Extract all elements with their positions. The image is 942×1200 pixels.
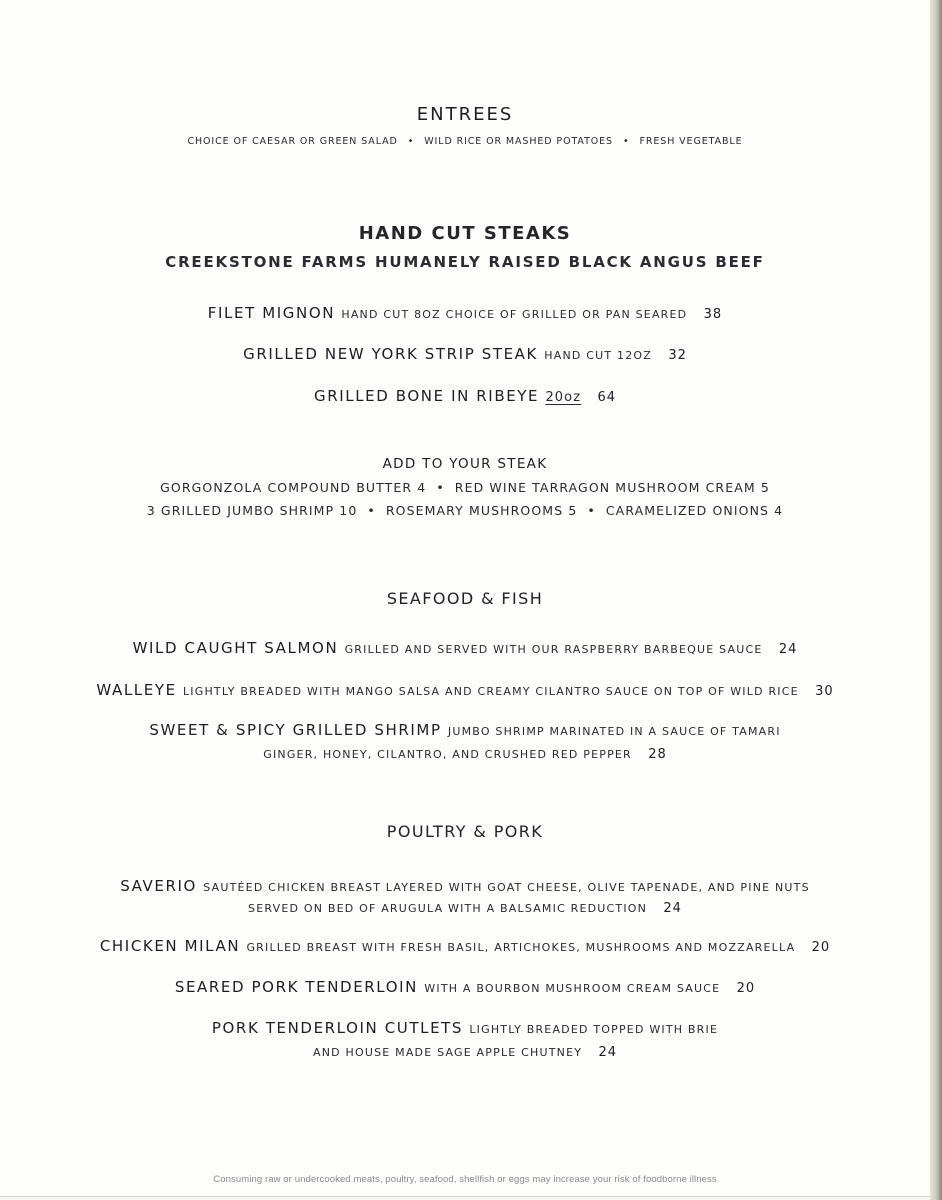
menu-item — [0, 1018, 930, 1037]
item-desc: AND HOUSE MADE SAGE APPLE CHUTNEY — [313, 1046, 583, 1059]
addon-label: GORGONZOLA COMPOUND BUTTER — [160, 480, 413, 495]
item-name: GRILLED BONE IN RIBEYE — [313, 387, 540, 405]
item-price: 64 — [597, 390, 617, 405]
entrees-sides — [0, 136, 930, 147]
item-price: 20 — [811, 940, 831, 955]
bullet-icon: • — [436, 480, 445, 495]
item-desc: LIGHTLY BREADED WITH MANGO SALSA AND CREAMY CILANTRO SAUCE ON TOP OF WILD RICE — [182, 685, 799, 698]
menu-item — [0, 977, 930, 996]
page-edge-shadow — [930, 0, 942, 1200]
addon-label: RED WINE TARRAGON MUSHROOM CREAM — [454, 480, 756, 495]
item-name: SEARED PORK TENDERLOIN — [174, 978, 418, 996]
item-price: 38 — [703, 307, 723, 322]
item-desc: SERVED ON BED OF ARUGULA WITH A BALSAMIC REDUCTION — [248, 902, 648, 915]
addon-label: ROSEMARY MUSHROOMS — [385, 503, 564, 518]
menu-item — [0, 303, 930, 322]
steaks-subtitle: CREEKSTONE FARMS HUMANELY RAISED BLACK ANGUS BEEF — [165, 253, 765, 271]
item-desc: HAND CUT 8OZ CHOICE OF GRILLED OR PAN SEARED — [341, 308, 688, 321]
menu-item-continued — [0, 743, 930, 762]
item-price: 24 — [778, 642, 798, 657]
bullet-icon: • — [587, 503, 596, 518]
item-desc: JUMBO SHRIMP MARINATED IN A SAUCE OF TAMARI — [447, 725, 781, 738]
menu-item — [0, 344, 930, 363]
addon-label: CARAMELIZED ONIONS — [605, 503, 770, 518]
item-name: WALLEYE — [96, 681, 177, 699]
menu-item-continued — [0, 1041, 930, 1060]
item-name: GRILLED NEW YORK STRIP STEAK — [243, 345, 538, 363]
item-desc: GINGER, HONEY, CILANTRO, AND CRUSHED RED PEPPER — [263, 748, 632, 761]
addons-line-2 — [0, 503, 930, 518]
item-name: CHICKEN MILAN — [99, 937, 241, 955]
addon-price: 5 — [760, 480, 770, 495]
addon-price: 10 — [339, 503, 358, 518]
side-3: FRESH VEGETABLE — [639, 136, 743, 147]
menu-item — [0, 638, 930, 657]
item-desc: GRILLED BREAST WITH FRESH BASIL, ARTICHOKES, MUSHROOMS AND MOZZARELLA — [246, 941, 796, 954]
bullet-icon: • — [407, 136, 415, 147]
bullet-icon: • — [367, 503, 376, 518]
food-safety-disclaimer: Consuming raw or undercooked meats, poultry, seafood, shellfish or eggs may increase your risk of foodborne illness — [213, 1174, 717, 1185]
item-name: PORK TENDERLOIN CUTLETS — [211, 1019, 464, 1037]
entrees-title: ENTREES — [416, 104, 514, 125]
menu-item — [0, 680, 930, 699]
steaks-title: HAND CUT STEAKS — [358, 223, 572, 244]
item-name: FILET MIGNON — [207, 304, 336, 322]
addon-label: 3 GRILLED JUMBO SHRIMP — [146, 503, 335, 518]
item-desc: HAND CUT 12OZ — [544, 349, 653, 362]
menu-item — [0, 386, 930, 405]
item-price: 24 — [598, 1045, 617, 1060]
side-1: CHOICE OF CAESAR OR GREEN SALAD — [187, 136, 398, 147]
item-desc: GRILLED AND SERVED WITH OUR RASPBERRY BARBEQUE SAUCE — [344, 643, 763, 656]
menu-item — [0, 876, 930, 895]
poultry-title: POULTRY & PORK — [386, 822, 544, 841]
addons-line-1 — [0, 480, 930, 495]
menu-item — [0, 936, 930, 955]
item-price: 32 — [668, 348, 687, 363]
item-price: 30 — [815, 684, 834, 699]
addon-price: 4 — [417, 480, 427, 495]
item-name: SWEET & SPICY GRILLED SHRIMP — [149, 721, 442, 739]
item-price: 20 — [736, 981, 756, 996]
item-desc: SAUTÉED CHICKEN BREAST LAYERED WITH GOAT CHEESE, OLIVE TAPENADE, AND PINE NUTS — [203, 881, 810, 894]
seafood-title: SEAFOOD & FISH — [386, 589, 544, 608]
addon-price: 4 — [774, 503, 784, 518]
item-desc: WITH A BOURBON MUSHROOM CREAM SAUCE — [424, 982, 721, 995]
item-price: 28 — [648, 747, 667, 762]
item-price: 24 — [663, 901, 682, 916]
item-name: WILD CAUGHT SALMON — [132, 639, 339, 657]
addon-price: 5 — [568, 503, 578, 518]
bullet-icon: • — [622, 136, 630, 147]
addons-title: ADD TO YOUR STEAK — [382, 456, 548, 472]
item-name: SAVERIO — [120, 877, 197, 895]
side-2: WILD RICE OR MASHED POTATOES — [424, 136, 613, 147]
item-desc: 20oz — [545, 390, 582, 405]
menu-item — [0, 720, 930, 739]
item-desc: LIGHTLY BREADED TOPPED WITH BRIE — [469, 1023, 719, 1036]
menu-item-continued — [0, 897, 930, 916]
